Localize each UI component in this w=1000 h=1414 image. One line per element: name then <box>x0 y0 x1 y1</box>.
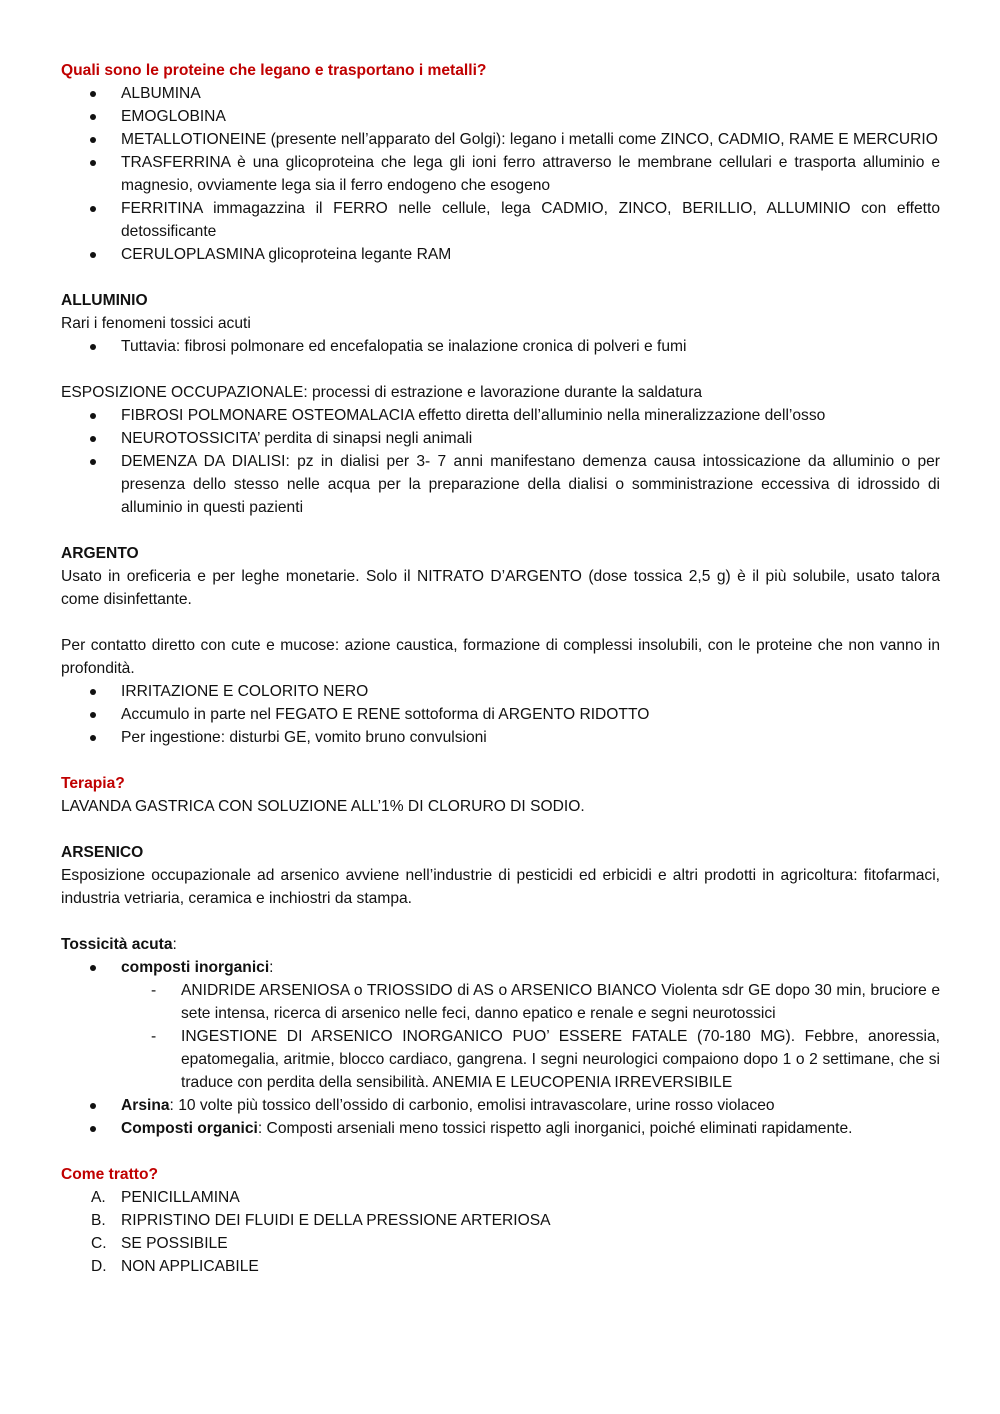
list-item-text: TRASFERRINA è una glicoproteina che lega gli ioni ferro attraverso le membrane cellulari e trasporta alluminio e magnesio, ovviamente lega sia il ferro endogeno che esogeno <box>121 154 940 194</box>
list-item <box>61 1094 940 1117</box>
spacer <box>61 749 940 772</box>
list-item <box>61 1186 940 1209</box>
list-item <box>61 128 940 151</box>
argento-paragraph-2: Per contatto diretto con cute e mucose: azione caustica, formazione di complessi insolubili, con le proteine che non vanno in profondità. <box>61 637 940 677</box>
list-letter: D. <box>91 1258 107 1275</box>
list-item <box>61 956 940 1094</box>
list-item-text: FIBROSI POLMONARE OSTEOMALACIA effetto diretta dell’alluminio nella mineralizzazione dell’osso <box>121 407 826 424</box>
spacer <box>61 910 940 933</box>
inorganic-sublist <box>121 979 940 1094</box>
bullet-icon <box>90 459 96 465</box>
bullet-icon <box>90 1103 96 1109</box>
list-item <box>61 197 940 243</box>
alluminio-exposure-list <box>61 404 940 519</box>
list-item-text: IRRITAZIONE E COLORITO NERO <box>121 683 369 700</box>
list-item-text: Per ingestione: disturbi GE, vomito bruno convulsioni <box>121 729 487 746</box>
list-item-text: CERULOPLASMINA glicoproteina legante RAM <box>121 246 452 263</box>
list-letter: A. <box>91 1189 106 1206</box>
list-item <box>61 703 940 726</box>
list-item-text: ALBUMINA <box>121 85 201 102</box>
bullet-icon <box>90 206 96 212</box>
bullet-icon <box>90 160 96 166</box>
spacer <box>61 1140 940 1163</box>
treatment-list <box>61 1186 940 1278</box>
alluminio-heading: ALLUMINIO <box>61 292 148 309</box>
list-letter: B. <box>91 1212 106 1229</box>
list-item-text: EMOGLOBINA <box>121 108 226 125</box>
sublist-item-text: ANIDRIDE ARSENIOSA o TRIOSSIDO di AS o ARSENICO BIANCO Violenta sdr GE dopo 30 min, bruciore e sete intensa, ricerca di arsenico nelle feci, danno epatico e renale e segni neurotossici <box>181 982 940 1022</box>
list-item <box>61 151 940 197</box>
bullet-icon <box>90 735 96 741</box>
sublist-item-text: INGESTIONE DI ARSENICO INORGANICO PUO’ ESSERE FATALE (70-180 MG). Febbre, anoressia, epatomegalia, aritmie, blocco cardiaco, gangrena. I segni neurologici compaiono dopo 1 o 2 settimane, che si traduce con perdita della sensibilità. ANEMIA E LEUCOPENIA IRREVERSIBILE <box>181 1028 940 1091</box>
argento-paragraph-1: Usato in oreficeria e per leghe monetarie. Solo il NITRATO D’ARGENTO (dose tossica 2,5 g) è il più solubile, usato talora come disinfettante. <box>61 568 940 608</box>
spacer <box>61 519 940 542</box>
arsina-text: : 10 volte più tossico dell’ossido di carbonio, emolisi intravascolare, urine rosso violaceo <box>169 1097 775 1114</box>
list-item-text: Accumulo in parte nel FEGATO E RENE sottoforma di ARGENTO RIDOTTO <box>121 706 650 723</box>
list-item <box>61 1255 940 1278</box>
organic-label: Composti organici <box>121 1120 258 1137</box>
spacer <box>61 818 940 841</box>
bullet-icon <box>90 252 96 258</box>
bullet-icon <box>90 344 96 350</box>
treatment-heading: Come tratto? <box>61 1166 159 1183</box>
arsina-label: Arsina <box>121 1097 170 1114</box>
dash-marker: - <box>151 982 157 999</box>
list-item <box>61 427 940 450</box>
acute-toxicity-line <box>61 933 940 956</box>
alluminio-exposure: ESPOSIZIONE OCCUPAZIONALE: processi di estrazione e lavorazione durante la saldatura <box>61 384 703 401</box>
list-item-text: NON APPLICABILE <box>121 1258 259 1275</box>
list-item-text: Tuttavia: fibrosi polmonare ed encefalopatia se inalazione cronica di polveri e fumi <box>121 338 687 355</box>
list-item <box>61 1209 940 1232</box>
list-item <box>61 82 940 105</box>
spacer <box>61 358 940 381</box>
bullet-icon <box>90 1126 96 1132</box>
bullet-icon <box>90 114 96 120</box>
list-item <box>61 335 940 358</box>
acute-toxicity-colon: : <box>172 936 177 953</box>
bullet-icon <box>90 91 96 97</box>
organic-text: : Composti arseniali meno tossici rispetto agli inorganici, poiché eliminati rapidamente. <box>257 1120 853 1137</box>
list-item <box>61 1117 940 1140</box>
proteins-list <box>61 82 940 266</box>
terapia-heading: Terapia? <box>61 775 125 792</box>
sublist-item <box>121 979 940 1025</box>
proteins-heading: Quali sono le proteine che legano e trasportano i metalli? <box>61 62 487 79</box>
list-item <box>61 1232 940 1255</box>
acute-toxicity-label: Tossicità acuta <box>61 936 173 953</box>
bullet-icon <box>90 712 96 718</box>
bullet-icon <box>90 436 96 442</box>
inorganic-colon: : <box>269 959 274 976</box>
list-item-text: FERRITINA immagazzina il FERRO nelle cellule, lega CADMIO, ZINCO, BERILLIO, ALLUMINIO con effetto detossificante <box>121 200 940 240</box>
list-item-text: DEMENZA DA DIALISI: pz in dialisi per 3- 7 anni manifestano demenza causa intossicazione da alluminio o per presenza dello stesso nelle acqua per la preparazione della dialisi o somministrazione eccessiva di idrossido di alluminio in questi pazienti <box>121 453 940 516</box>
argento-heading: ARGENTO <box>61 545 139 562</box>
list-letter: C. <box>91 1235 107 1252</box>
spacer <box>61 266 940 289</box>
sublist-item <box>121 1025 940 1094</box>
list-item-text: RIPRISTINO DEI FLUIDI E DELLA PRESSIONE ARTERIOSA <box>121 1212 551 1229</box>
list-item-text: METALLOTIONEINE (presente nell’apparato del Golgi): legano i metalli come ZINCO, CADMIO, RAME E MERCURIO <box>121 131 938 148</box>
list-item <box>61 243 940 266</box>
list-item <box>61 726 940 749</box>
list-item-text: SE POSSIBILE <box>121 1235 228 1252</box>
list-item <box>61 680 940 703</box>
arsenico-heading: ARSENICO <box>61 844 144 861</box>
list-item <box>61 105 940 128</box>
bullet-icon <box>90 689 96 695</box>
argento-list <box>61 680 940 749</box>
terapia-text: LAVANDA GASTRICA CON SOLUZIONE ALL’1% DI CLORURO DI SODIO. <box>61 798 585 815</box>
bullet-icon <box>90 413 96 419</box>
list-item-text: NEUROTOSSICITA’ perdita di sinapsi negli animali <box>121 430 473 447</box>
list-item <box>61 404 940 427</box>
arsenico-paragraph: Esposizione occupazionale ad arsenico avviene nell’industrie di pesticidi ed erbicidi e altri prodotti in agricoltura: fitofarmaci, industria vetriaria, ceramica e inchiostri da stampa. <box>61 867 940 907</box>
bullet-icon <box>90 965 96 971</box>
inorganic-label: composti inorganici <box>121 959 270 976</box>
spacer <box>61 611 940 634</box>
alluminio-intro-list <box>61 335 940 358</box>
alluminio-intro: Rari i fenomeni tossici acuti <box>61 315 251 332</box>
arsenico-list <box>61 956 940 1140</box>
list-item-text: PENICILLAMINA <box>121 1189 240 1206</box>
list-item <box>61 450 940 519</box>
dash-marker: - <box>151 1028 157 1045</box>
bullet-icon <box>90 137 96 143</box>
